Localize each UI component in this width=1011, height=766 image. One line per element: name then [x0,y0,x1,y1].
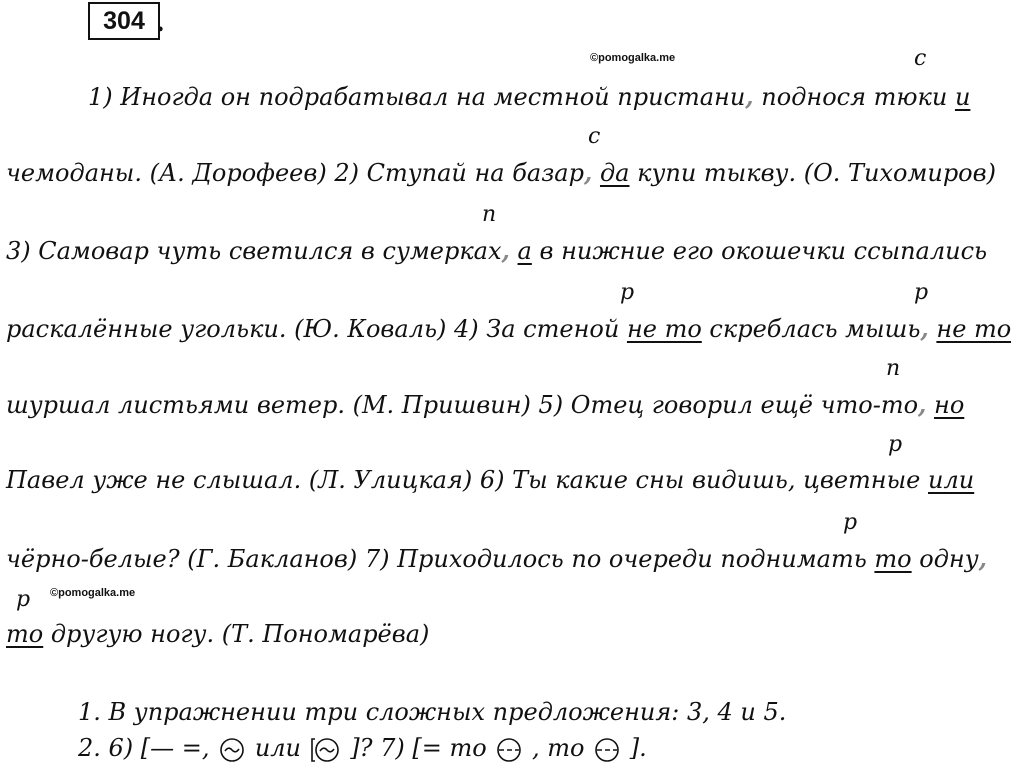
text-line: чёрно-белые? (Г. Бакланов) 7) Приходилось по очереди поднимать то одну, [6,544,988,573]
circle-tilde-icon [219,737,245,763]
mark-p: р [620,280,635,305]
text-line: то другую ногу. (Т. Пономарёва) [6,620,430,648]
exercise-number-dot: . [156,8,165,37]
mark-p: р [888,432,903,457]
mark-p: р [914,280,929,305]
circle-dash-icon [496,737,522,763]
watermark: ©pomogalka.me [590,52,676,64]
exercise-number: 304 [88,2,160,40]
mark-p: р [16,587,31,612]
bracket-circle-tilde-icon [311,736,341,764]
text-line: Павел уже не слышал. (Л. Улицкая) 6) Ты какие сны видишь, цветные или [6,466,975,494]
mark-n: п [886,356,901,381]
mark-c: с [914,46,927,71]
mark-n: п [482,202,497,227]
text-line: раскалённые угольки. (Ю. Коваль) 4) За стеной не то скреблась мышь, не то [6,314,1011,343]
circle-dash-icon [594,737,620,763]
answer-line-2: 2. 6) [— =, или ]? 7) [= то , то ]. [78,734,647,762]
mark-c: с [588,124,601,149]
text-line: чемоданы. (А. Дорофеев) 2) Ступай на базар, да купи тыкву. (О. Тихомиров) [6,158,996,187]
text-line: 1) Иногда он подрабатывал на местной пристани, поднося тюки и [88,82,971,111]
watermark: ©pomogalka.me [50,587,136,599]
answer-line-1: 1. В упражнении три сложных предложения: 3, 4 и 5. [78,698,787,726]
text-line: 3) Самовар чуть светился в сумерках, а в нижние его окошечки ссыпались [6,236,988,265]
mark-p: р [843,510,858,535]
text-line: шуршал листьями ветер. (М. Пришвин) 5) Отец говорил ещё что-то, но [6,390,965,419]
